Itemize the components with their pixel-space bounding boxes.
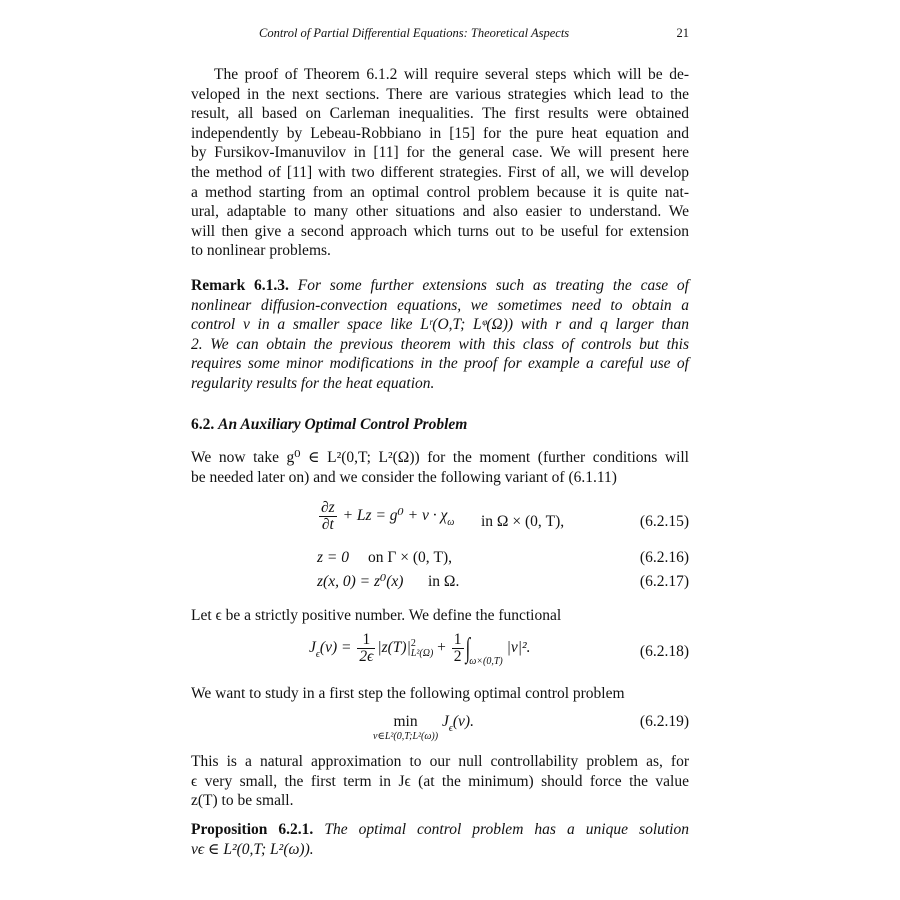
norm-term: |z(T)| (377, 639, 411, 657)
equation-6-2-15 (191, 500, 689, 540)
remark-text-1: For some further extensions such as treating the case of (297, 277, 689, 294)
intro-line-7: a method starting from an optimal control problem because it is quite nat- (191, 183, 689, 201)
functional-argument: (v). (452, 713, 474, 730)
section-paragraph (191, 448, 689, 487)
approx-line-3: z(T) to be small. (191, 792, 294, 810)
remark-line-1 (191, 276, 689, 296)
equation-6-2-17 (191, 572, 689, 596)
fraction-one-half (452, 632, 464, 665)
section-heading (191, 415, 467, 435)
proposition-text-1: The optimal control problem has a unique solution (324, 821, 689, 838)
functional-subscript: ϵ (315, 649, 320, 661)
fraction-numerator: 1 (357, 632, 375, 649)
equation-6-2-16-condition: on Γ × (0, T), (368, 549, 452, 566)
remark-label: Remark 6.1.3. (191, 277, 289, 294)
section-line-1: We now take g⁰ ∈ L²(0,T; L²(Ω)) for the moment (further conditions will (191, 449, 689, 466)
functional-symbol: J (441, 713, 449, 730)
equation-6-2-19-body (373, 712, 474, 742)
remark-line-5: requires some minor modifications in the proof for example a careful use of (191, 355, 689, 373)
fraction-one-over-two-epsilon (357, 632, 375, 665)
integral-domain: ω×(0,T) (469, 656, 503, 668)
functional-symbol: J (309, 639, 316, 657)
section-number: 6.2. (191, 416, 215, 433)
partial-derivative-fraction (319, 500, 337, 533)
min-label: min (393, 713, 418, 730)
intro-line-10: to nonlinear problems. (191, 242, 331, 260)
equation-6-2-18-body (309, 632, 531, 672)
equation-6-2-15-rhs: + Lz = g⁰ + v · χ (342, 507, 448, 525)
fraction-denominator: 2ϵ (359, 648, 374, 665)
intro-line-4: independently by Lebeau-Robbiano in [15] for the pure heat equation and (191, 124, 689, 142)
fraction-numerator: ∂z (321, 499, 335, 516)
equation-6-2-16-number: (6.2.16) (639, 549, 689, 566)
running-header-title: Control of Partial Differential Equations: Theoretical Aspects (259, 26, 570, 40)
min-operator (373, 712, 438, 742)
equation-6-2-16-expr: z = 0 (317, 549, 349, 566)
intro-line-2: veloped in the next sections. There are various strategies which lead to the (191, 85, 689, 103)
let-line: Let ϵ be a strictly positive number. We define the functional (191, 607, 562, 624)
remark-line-6: regularity results for the heat equation. (191, 374, 435, 392)
equation-6-2-17-expr: z(x, 0) = z⁰(x) (317, 573, 404, 590)
proposition-label: Proposition 6.2.1. (191, 821, 314, 838)
intro-line-9: will then give a second approach which turns out to be useful for extension (191, 222, 689, 240)
approx-line-1: This is a natural approximation to our null controllability problem as, for (191, 753, 689, 770)
section-title: An Auxiliary Optimal Control Problem (218, 416, 468, 433)
proposition-line-1 (191, 820, 689, 840)
fraction-denominator: 2 (453, 648, 462, 665)
intro-paragraph (191, 65, 689, 261)
fraction-numerator: 1 (453, 631, 462, 648)
intro-line-5: by Fursikov-Imanuvilov in [11] for the general case. We will present here (191, 144, 689, 162)
plus-sign: + (437, 639, 446, 657)
norm-scripts (411, 639, 433, 659)
remark-line-2: nonlinear diffusion-convection equations, we sometimes need to obtain a (191, 296, 689, 314)
integrand: |v|². (506, 639, 531, 657)
equation-6-2-15-number: (6.2.15) (639, 513, 689, 530)
min-domain: v∈L²(0,T;L²(ω)) (373, 730, 439, 742)
remark-block (191, 276, 689, 394)
equation-6-2-15-body (317, 500, 454, 533)
equation-6-2-15-condition: in Ω × (0, T), (481, 513, 565, 530)
section-line-2: be needed later on) and we consider the following variant of (6.1.11) (191, 468, 617, 486)
functional-argument: (v) = (319, 639, 352, 657)
proposition-line-2: vϵ ∈ L²(0,T; L²(ω)). (191, 840, 314, 858)
equation-6-2-19 (191, 712, 689, 746)
approximation-paragraph (191, 752, 689, 811)
remark-line-4: 2. We can obtain the previous theorem with this class of controls but this (191, 335, 689, 353)
running-header (191, 24, 689, 44)
chi-subscript: ω (447, 517, 455, 529)
fraction-denominator: ∂t (321, 516, 334, 533)
intro-line-8: ural, adaptable to many other situations and also easier to understand. We (191, 203, 689, 221)
approx-line-2: ϵ very small, the first term in Jϵ (at the minimum) should force the value (191, 772, 689, 790)
equation-6-2-18 (191, 632, 689, 674)
integral-sign: ∫ (465, 632, 470, 664)
norm-exponent: 2 (410, 637, 416, 649)
equation-6-2-19-number: (6.2.19) (639, 713, 689, 730)
intro-line-6: the method of [11] with two different strategies. First of all, we will develop (191, 163, 689, 181)
want-line: We want to study in a first step the following optimal control problem (191, 685, 625, 702)
equation-6-2-17-condition: in Ω. (428, 573, 460, 590)
proposition-block (191, 820, 689, 859)
intro-line-1: The proof of Theorem 6.1.2 will require several steps which will be de- (214, 66, 689, 83)
equation-6-2-17-number: (6.2.17) (639, 573, 689, 590)
equation-6-2-16 (191, 548, 689, 572)
functional-subscript: ϵ (448, 723, 453, 734)
equation-6-2-18-number: (6.2.18) (639, 643, 689, 660)
remark-line-3: control v in a smaller space like Lʳ(O,T; Lᵠ(Ω)) with r and q larger than (191, 316, 689, 334)
norm-space: L²(Ω) (410, 647, 434, 659)
page-number: 21 (676, 26, 689, 40)
intro-line-3: result, all based on Carleman inequalities. The first results were obtained (191, 105, 689, 123)
